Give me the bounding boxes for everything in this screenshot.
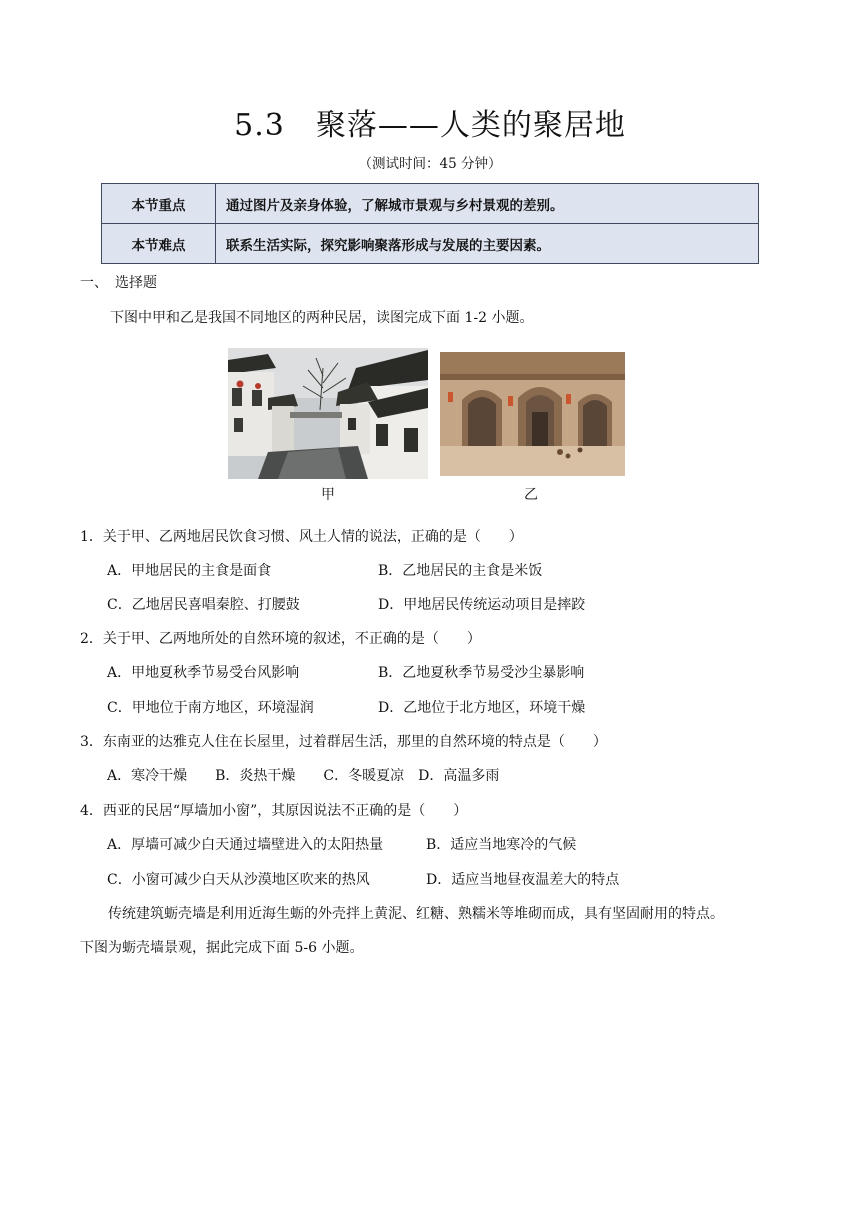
answer-option: A．厚墙可减少白天通过墙壁进入的太阳热量 [107, 837, 384, 853]
answer-option: D．适应当地昼夜温差大的特点 [426, 872, 620, 888]
table-row-value: 通过图片及亲身体验，了解城市景观与乡村景观的差别。 [216, 184, 759, 224]
question-stem: 1．关于甲、乙两地居民饮食习惯、风土人情的说法，正确的是（ ） [80, 529, 523, 545]
water-town-photo [228, 348, 428, 479]
answer-option: A．甲地居民的主食是面食 [107, 563, 272, 579]
test-duration: （测试时间：45 分钟） [358, 156, 502, 172]
answer-option: B．乙地居民的主食是米饭 [378, 563, 543, 579]
passage-paragraph: 传统建筑蛎壳墙是利用近海生蛎的外壳拌上黄泥、红糖、熟糯米等堆砌而成，具有坚固耐用的特点。 [108, 906, 724, 922]
intro-paragraph: 下图中甲和乙是我国不同地区的两种民居，读图完成下面 1-2 小题。 [110, 310, 534, 326]
answer-option: A．甲地夏秋季节易受台风影响 [107, 665, 300, 681]
passage-paragraph: 下图为蛎壳墙景观，据此完成下面 5-6 小题。 [80, 940, 364, 956]
photo-caption: 乙 [524, 487, 538, 503]
question-stem: 4．西亚的民居“厚墙加小窗”，其原因说法不正确的是（ ） [80, 803, 468, 819]
table-row [102, 224, 759, 264]
answer-options: A．寒冷干燥 B．炎热干燥 C．冬暖夏凉 D．高温多雨 [107, 768, 500, 784]
table-row-label: 本节重点 [102, 184, 216, 224]
photo-caption: 甲 [321, 487, 335, 503]
answer-option: C．甲地位于南方地区，环境湿润 [107, 700, 314, 716]
key-points-table [101, 183, 759, 264]
table-row-value: 联系生活实际，探究影响聚落形成与发展的主要因素。 [216, 224, 759, 264]
answer-option: C．乙地居民喜唱秦腔、打腰鼓 [107, 597, 300, 613]
question-stem: 3．东南亚的达雅克人住在长屋里，过着群居生活，那里的自然环境的特点是（ ） [80, 734, 607, 750]
answer-option: D．甲地居民传统运动项目是摔跤 [378, 597, 586, 613]
table-row [102, 184, 759, 224]
answer-option: C．小窗可减少白天从沙漠地区吹来的热风 [107, 872, 370, 888]
cave-dwelling-photo [440, 352, 625, 476]
page-title: 5.3 聚落——人类的聚居地 [234, 108, 626, 143]
answer-option: D．乙地位于北方地区，环境干燥 [378, 700, 586, 716]
question-stem: 2．关于甲、乙两地所处的自然环境的叙述，不正确的是（ ） [80, 631, 481, 647]
section-heading: 一、 选择题 [80, 275, 157, 291]
answer-option: B．乙地夏秋季节易受沙尘暴影响 [378, 665, 585, 681]
table-row-label: 本节难点 [102, 224, 216, 264]
answer-option: B．适应当地寒冷的气候 [426, 837, 577, 853]
